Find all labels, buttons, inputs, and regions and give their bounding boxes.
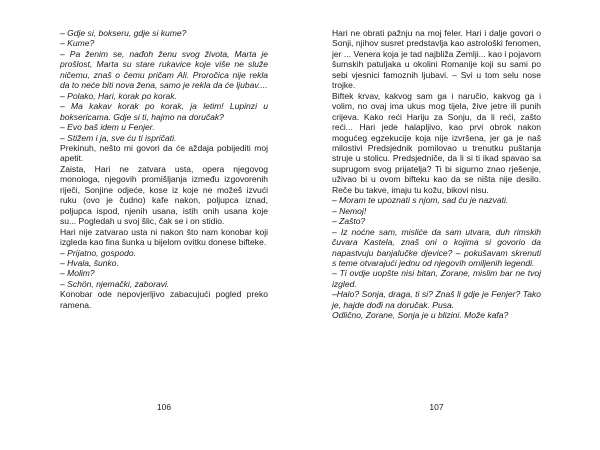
paragraph: – Molim?: [60, 268, 95, 279]
paragraph: Biftek krvav, kakvog sam ga i naručio, kakvog ga i volim, no ovaj ima ukus mog tijela, žive jetre ili punih crijeva. Kako reći Hariju za Sonju, da li reći, zašto reći... Hari jede halapljivo, kao prvi obrok nakon mogućeg egzekucije koja nije izvršena, jer ga je naš milostivi Predsjednik pomilovao u trenutku puštanja struje u stolicu. Predsjedniče, da li si ti ikad spavao sa suprugom svog prijatelja? Ti bi sigurno znao rješenje, uživao bi u ovom bifteku kao da se ništa nije desilo. Reče bu takve, imaju tu kožu, bikovi nisu.: [332, 90, 541, 195]
paragraph: Hari ne obrati pažnju na moj feler. Hari i dalje govori o Sonji, njihov susret predstavlja kao astrološki fenomen, jer ... Venera koja je tad najbliža Zemlji... kao i pojavom šumskih patuljaka u okolini Romanije koji su sami po sebi vjesnici famoznih ljubavi. – Svi u tom selu nose trojke.: [332, 28, 541, 91]
paragraph: – Moram te upoznati s njom, sad ću je nazvati.: [332, 195, 509, 206]
paragraph: Zaista, Hari ne zatvara usta, opera njegovog monologa, njegovih promišljanja između izgovorenih riječi, Sonjine odjeće, kose iz koje ne možeš izvući ruku (ovo je čudno) kafe nakon, poljupca iznad, poljupca ispod, njenih usana, istih onih usana koje su... Pogledah u svoj šlic, čak se i on stidio.: [60, 163, 268, 227]
paragraph: – Ti ovdje uopšte nisi bitan, Zorane, mislim bar ne tvoj izgled.: [332, 268, 541, 289]
paragraph: Konobar ode nepovjerljivo zabacujući pogled preko ramena.: [60, 289, 268, 310]
paragraph: Prekinuh, nešto mi govori da će aždaja pobijediti moj apetit.: [60, 142, 268, 164]
paragraph: – Hvala, šunko.: [60, 257, 119, 268]
paragraph: Odlično, Zorane, Sonja je u blizini. Može kafa?: [332, 310, 509, 321]
paragraph: – Schön, njemački, zaboravi.: [60, 278, 170, 289]
right-page-text: [332, 28, 541, 321]
paragraph: – Stižem i ja, sve ću ti ispričati.: [60, 132, 177, 143]
paragraph: – Kume?: [60, 38, 95, 49]
page-number-left: 106: [156, 402, 172, 412]
paragraph: – Pa ženim se, nađoh ženu svog života, Marta je prošlost, Marta su stare rukavice koje više ne služe ničemu, znaš o čemu pričam Ali. Proročica nije rekla da to neće biti nova žena, samo je rekla da će ljubav....: [60, 48, 268, 91]
paragraph: Hari nije zatvarao usta ni nakon što nam konobar koji izgleda kao fina šunka u bijelom ovitku donese bifteke.: [60, 226, 268, 248]
paragraph: – Ma kakav korak po korak, ja letim! Lupinzi u boksericama. Gdje si ti, hajmo na doručak?: [60, 101, 268, 122]
paragraph: – Nemoj!: [332, 205, 367, 216]
paragraph: – Zašto?: [332, 216, 366, 227]
page-number-right: 107: [429, 402, 444, 412]
left-page-text: [60, 28, 268, 310]
paragraph: – Gdje si, bokseru, gdje si kume?: [60, 28, 187, 38]
paragraph: – Iz noćne sam, misliće da sam utvara, duh rimskih čuvara Kastela, znaš oni o kojima si govorio da napastvuju banjalučke djevice? – pokušavam skrenuti s teme otvarajući jednu od njegovih omiljenih legendi.: [332, 226, 541, 268]
paragraph: –Halo? Sonja, draga, ti si? Znaš li gdje je Fenjer? Tako je, hajde dođi na doručak. Pusa.: [332, 289, 541, 310]
paragraph: – Prijatno, gospodo.: [60, 247, 137, 258]
paragraph: – Evo baš idem u Fenjer.: [60, 122, 155, 133]
paragraph: – Polako, Hari, korak po korak.: [60, 90, 177, 101]
